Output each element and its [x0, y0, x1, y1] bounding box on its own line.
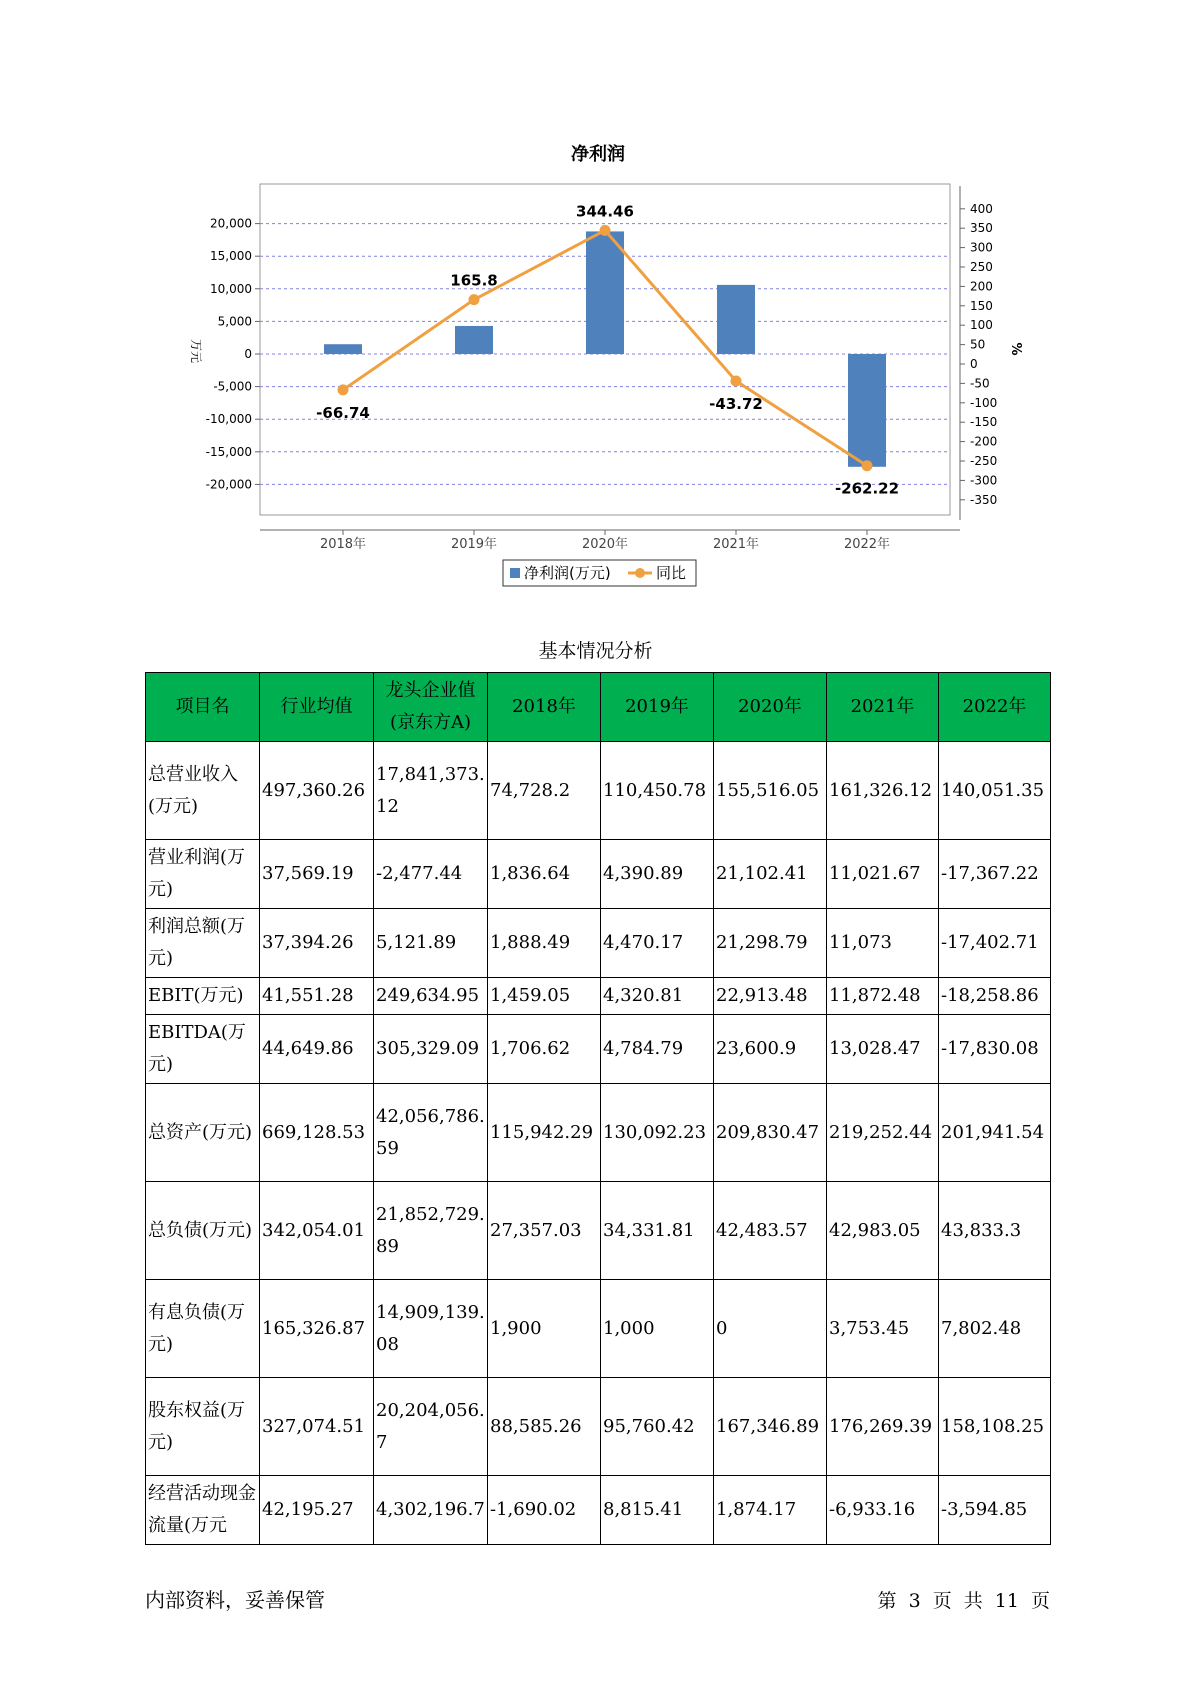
- data-label: -43.72: [709, 394, 763, 413]
- left-axis: [206, 217, 260, 492]
- table-row: [146, 1378, 1051, 1476]
- row-name-cell: 总负债(万元): [146, 1182, 260, 1280]
- right-tick-label: -200: [970, 434, 998, 449]
- row-name-cell: EBITDA(万元): [146, 1015, 260, 1084]
- table-caption: 基本情况分析: [538, 640, 653, 662]
- line-point: [600, 225, 611, 236]
- right-tick-label: -50: [970, 376, 990, 391]
- data-label: 165.8: [450, 271, 498, 290]
- x-tick-label: 2022年: [843, 537, 891, 552]
- value-cell: 669,128.53: [260, 1084, 374, 1182]
- value-cell: -6,933.16: [827, 1476, 939, 1545]
- header-2019: 2019年: [601, 673, 714, 742]
- value-cell: 42,056,786.59: [374, 1084, 488, 1182]
- bar: [586, 231, 624, 354]
- line-point: [731, 375, 742, 386]
- value-cell: 1,836.64: [488, 840, 601, 909]
- row-name-cell: 经营活动现金流量(万元: [146, 1476, 260, 1545]
- right-tick-label: 150: [970, 298, 993, 313]
- bar-series: [324, 231, 886, 466]
- left-tick-label: 15,000: [210, 249, 252, 264]
- value-cell: 4,470.17: [601, 909, 714, 978]
- value-cell: 497,360.26: [260, 742, 374, 840]
- value-cell: 165,326.87: [260, 1280, 374, 1378]
- data-label: -262.22: [834, 479, 900, 498]
- line-point: [338, 384, 349, 395]
- value-cell: 1,459.05: [488, 978, 601, 1015]
- net-profit-chart: [0, 0, 1191, 600]
- bar: [717, 285, 755, 354]
- value-cell: 1,874.17: [714, 1476, 827, 1545]
- row-name-cell: 营业利润(万元): [146, 840, 260, 909]
- left-tick-label: 20,000: [210, 216, 252, 231]
- row-name-cell: EBIT(万元): [146, 978, 260, 1015]
- header-2022: 2022年: [939, 673, 1051, 742]
- x-axis: [260, 530, 960, 552]
- value-cell: 11,073: [827, 909, 939, 978]
- value-cell: -17,830.08: [939, 1015, 1051, 1084]
- right-tick-label: 50: [970, 337, 986, 352]
- left-tick-label: -5,000: [213, 379, 252, 394]
- row-name-cell: 有息负债(万元): [146, 1280, 260, 1378]
- value-cell: 17,841,373.12: [374, 742, 488, 840]
- value-cell: 5,121.89: [374, 909, 488, 978]
- row-name-cell: 总营业收入(万元): [146, 742, 260, 840]
- left-tick-label: -15,000: [205, 444, 252, 459]
- basic-analysis-table: [145, 672, 1051, 1545]
- value-cell: 8,815.41: [601, 1476, 714, 1545]
- value-cell: 1,900: [488, 1280, 601, 1378]
- header-item-name: 项目名: [146, 673, 260, 742]
- table-row: [146, 1084, 1051, 1182]
- data-label: 344.46: [576, 202, 634, 221]
- value-cell: 11,021.67: [827, 840, 939, 909]
- value-cell: 13,028.47: [827, 1015, 939, 1084]
- value-cell: -1,690.02: [488, 1476, 601, 1545]
- legend-bar-label: 净利润(万元): [524, 564, 611, 582]
- footer-confidential: 内部资料，妥善保管: [145, 1588, 325, 1612]
- value-cell: 167,346.89: [714, 1378, 827, 1476]
- right-tick-label: -350: [970, 492, 998, 507]
- table-row: [146, 909, 1051, 978]
- x-tick-label: 2018年: [319, 537, 367, 552]
- value-cell: 305,329.09: [374, 1015, 488, 1084]
- value-cell: 342,054.01: [260, 1182, 374, 1280]
- value-cell: 14,909,139.08: [374, 1280, 488, 1378]
- row-name-cell: 总资产(万元): [146, 1084, 260, 1182]
- right-tick-label: 100: [970, 318, 993, 333]
- table-row: [146, 742, 1051, 840]
- value-cell: 44,649.86: [260, 1015, 374, 1084]
- table-row: [146, 978, 1051, 1015]
- table-row: [146, 1280, 1051, 1378]
- value-cell: 21,298.79: [714, 909, 827, 978]
- right-tick-label: 200: [970, 279, 993, 294]
- value-cell: 42,195.27: [260, 1476, 374, 1545]
- bar: [848, 354, 886, 467]
- right-tick-label: 300: [970, 240, 993, 255]
- value-cell: 7,802.48: [939, 1280, 1051, 1378]
- value-cell: 95,760.42: [601, 1378, 714, 1476]
- value-cell: 21,102.41: [714, 840, 827, 909]
- right-axis: [960, 186, 997, 520]
- header-industry-avg: 行业均值: [260, 673, 374, 742]
- value-cell: 1,000: [601, 1280, 714, 1378]
- value-cell: -18,258.86: [939, 978, 1051, 1015]
- x-tick-label: 2020年: [581, 537, 629, 552]
- row-name-cell: 利润总额(万元): [146, 909, 260, 978]
- right-tick-label: -300: [970, 473, 998, 488]
- value-cell: 42,483.57: [714, 1182, 827, 1280]
- value-cell: 219,252.44: [827, 1084, 939, 1182]
- bar: [455, 326, 493, 354]
- value-cell: 27,357.03: [488, 1182, 601, 1280]
- table-row: [146, 1015, 1051, 1084]
- value-cell: 4,320.81: [601, 978, 714, 1015]
- value-cell: 1,888.49: [488, 909, 601, 978]
- line-point: [862, 460, 873, 471]
- value-cell: -2,477.44: [374, 840, 488, 909]
- value-cell: 209,830.47: [714, 1084, 827, 1182]
- right-tick-label: 0: [970, 357, 978, 371]
- value-cell: 42,983.05: [827, 1182, 939, 1280]
- value-cell: 3,753.45: [827, 1280, 939, 1378]
- value-cell: 176,269.39: [827, 1378, 939, 1476]
- right-tick-label: 350: [970, 221, 993, 236]
- table-row: [146, 1182, 1051, 1280]
- value-cell: 249,634.95: [374, 978, 488, 1015]
- value-cell: -3,594.85: [939, 1476, 1051, 1545]
- value-cell: 4,784.79: [601, 1015, 714, 1084]
- line-point: [469, 294, 480, 305]
- header-leader-value: 龙头企业值(京东方A): [374, 673, 488, 742]
- value-cell: 21,852,729.89: [374, 1182, 488, 1280]
- table-row: [146, 1476, 1051, 1545]
- right-tick-label: -100: [970, 395, 998, 410]
- right-tick-label: -250: [970, 454, 998, 468]
- value-cell: 37,569.19: [260, 840, 374, 909]
- header-2020: 2020年: [714, 673, 827, 742]
- row-name-cell: 股东权益(万元): [146, 1378, 260, 1476]
- value-cell: 0: [714, 1280, 827, 1378]
- left-axis-label: 万元: [189, 338, 203, 364]
- right-tick-label: 400: [970, 201, 993, 216]
- value-cell: 115,942.29: [488, 1084, 601, 1182]
- value-cell: 110,450.78: [601, 742, 714, 840]
- value-cell: 201,941.54: [939, 1084, 1051, 1182]
- header-2021: 2021年: [827, 673, 939, 742]
- header-2018: 2018年: [488, 673, 601, 742]
- value-cell: 88,585.26: [488, 1378, 601, 1476]
- value-cell: 41,551.28: [260, 978, 374, 1015]
- header-row: [146, 673, 1051, 742]
- legend-line-marker: [635, 568, 645, 578]
- left-tick-label: -10,000: [205, 412, 252, 427]
- value-cell: 1,706.62: [488, 1015, 601, 1084]
- value-cell: -17,367.22: [939, 840, 1051, 909]
- legend: [503, 560, 696, 586]
- value-cell: -17,402.71: [939, 909, 1051, 978]
- value-cell: 158,108.25: [939, 1378, 1051, 1476]
- value-cell: 23,600.9: [714, 1015, 827, 1084]
- x-tick-label: 2019年: [450, 537, 498, 552]
- value-cell: 4,302,196.7: [374, 1476, 488, 1545]
- value-cell: 130,092.23: [601, 1084, 714, 1182]
- legend-line-label: 同比: [656, 564, 687, 582]
- right-axis-label: %: [1008, 342, 1023, 356]
- value-cell: 327,074.51: [260, 1378, 374, 1476]
- value-cell: 11,872.48: [827, 978, 939, 1015]
- value-cell: 140,051.35: [939, 742, 1051, 840]
- value-cell: 37,394.26: [260, 909, 374, 978]
- value-cell: 155,516.05: [714, 742, 827, 840]
- footer-page-number: 第 3 页 共 11 页: [877, 1590, 1050, 1612]
- value-cell: 4,390.89: [601, 840, 714, 909]
- value-cell: 34,331.81: [601, 1182, 714, 1280]
- bar: [324, 344, 362, 354]
- left-tick-label: 5,000: [217, 314, 252, 329]
- right-tick-label: -150: [970, 415, 998, 430]
- value-cell: 20,204,056.7: [374, 1378, 488, 1476]
- legend-bar-swatch: [510, 568, 520, 578]
- data-label: -66.74: [316, 403, 370, 422]
- right-tick-label: 250: [970, 260, 993, 274]
- left-tick-label: -20,000: [205, 477, 252, 492]
- chart-title: 净利润: [571, 144, 625, 165]
- x-tick-label: 2021年: [712, 537, 760, 552]
- value-cell: 161,326.12: [827, 742, 939, 840]
- value-cell: 74,728.2: [488, 742, 601, 840]
- table-row: [146, 840, 1051, 909]
- left-tick-label: 10,000: [210, 281, 252, 296]
- value-cell: 22,913.48: [714, 978, 827, 1015]
- value-cell: 43,833.3: [939, 1182, 1051, 1280]
- left-tick-label: 0: [244, 347, 252, 361]
